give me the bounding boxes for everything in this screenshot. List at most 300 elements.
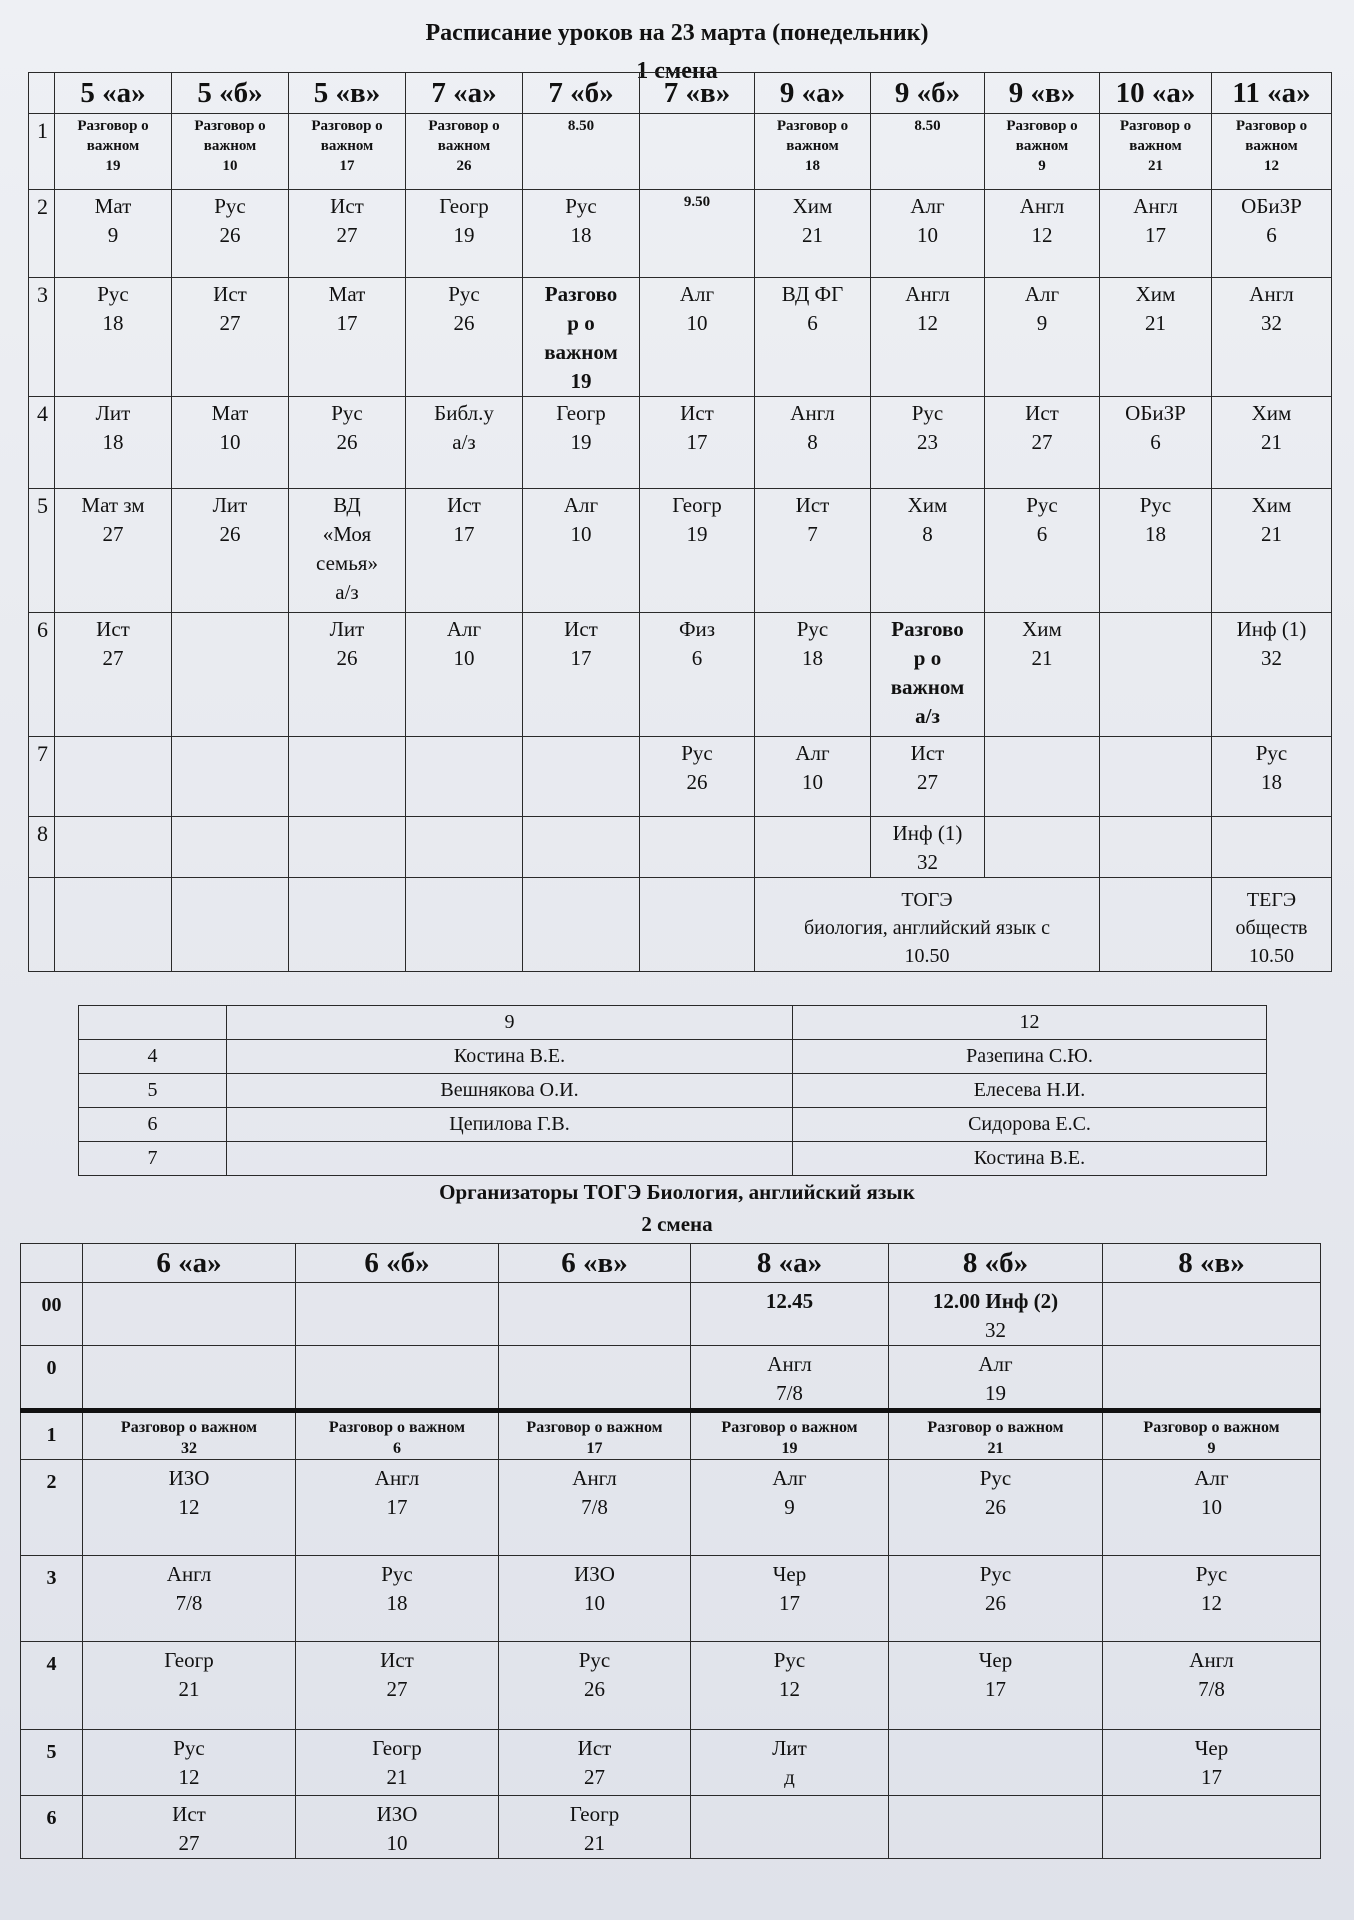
lesson-cell bbox=[640, 489, 755, 613]
room: 17 bbox=[1201, 1765, 1222, 1789]
subject: ИЗО bbox=[574, 1562, 615, 1586]
lesson-cell bbox=[172, 489, 289, 613]
blank-cell bbox=[1100, 878, 1212, 972]
exam-note bbox=[1212, 878, 1332, 972]
lesson-cell bbox=[871, 190, 985, 278]
subject: Разговор о важном bbox=[77, 118, 149, 154]
organizers-header-cell: 12 bbox=[793, 1006, 1267, 1040]
lesson-cell bbox=[871, 737, 985, 817]
lesson-cell bbox=[985, 817, 1100, 878]
lesson-cell bbox=[83, 1346, 296, 1411]
room: 18 bbox=[1145, 522, 1166, 546]
subject: Инф (1) bbox=[1236, 617, 1307, 641]
room: 18 bbox=[570, 223, 592, 247]
lesson-cell bbox=[640, 817, 755, 878]
room: 9 bbox=[1207, 1440, 1216, 1457]
organizer-name: Разепина С.Ю. bbox=[793, 1040, 1267, 1074]
subject: Англ bbox=[166, 1562, 212, 1586]
lesson-cell bbox=[523, 114, 640, 190]
corner-cell bbox=[29, 73, 55, 114]
lesson-cell bbox=[889, 1283, 1103, 1346]
room: 27 bbox=[386, 1677, 408, 1701]
subject: Ист bbox=[447, 493, 481, 517]
shift1-table bbox=[28, 72, 1332, 972]
class-header: 9 «а» bbox=[755, 73, 871, 114]
room: 26 bbox=[336, 430, 358, 454]
lesson-cell bbox=[1212, 817, 1332, 878]
lesson-cell bbox=[499, 1283, 691, 1346]
room: 10 bbox=[222, 158, 238, 174]
subject: Разговор о важном bbox=[1143, 1419, 1280, 1436]
class-header: 5 «а» bbox=[55, 73, 172, 114]
lesson-cell bbox=[640, 737, 755, 817]
lesson-cell bbox=[55, 278, 172, 397]
lesson-cell bbox=[289, 397, 406, 489]
subject: ОБиЗР bbox=[1241, 194, 1302, 218]
lesson-cell bbox=[172, 613, 289, 737]
lesson-cell bbox=[985, 190, 1100, 278]
blank-cell bbox=[55, 878, 172, 972]
lesson-cell bbox=[55, 737, 172, 817]
subject: Разговор о важном bbox=[1235, 118, 1308, 154]
subject: 12.45 bbox=[765, 1289, 814, 1313]
lesson-cell bbox=[499, 1796, 691, 1859]
subject: Рус bbox=[979, 1466, 1012, 1490]
subject: Разговор о важном bbox=[1006, 118, 1078, 154]
class-header: 5 «б» bbox=[172, 73, 289, 114]
subject: Алг bbox=[1024, 282, 1060, 306]
room: 18 bbox=[1261, 770, 1282, 794]
room: а/з bbox=[335, 580, 359, 604]
lesson-row bbox=[21, 1556, 1321, 1642]
blank-cell bbox=[406, 878, 523, 972]
subject: ОБиЗР bbox=[1125, 401, 1186, 425]
subject: Алг bbox=[795, 741, 830, 765]
lesson-row bbox=[21, 1730, 1321, 1796]
room: 21 bbox=[584, 1831, 605, 1855]
lesson-cell bbox=[1100, 817, 1212, 878]
subject: Инф (1) bbox=[892, 821, 963, 845]
room: 17 bbox=[386, 1495, 408, 1519]
room: 18 bbox=[102, 430, 124, 454]
lesson-cell bbox=[83, 1730, 296, 1796]
lesson-cell bbox=[406, 278, 523, 397]
subject: Геогр bbox=[672, 493, 722, 517]
subject: Алг bbox=[563, 493, 599, 517]
subject: Алг bbox=[1194, 1466, 1229, 1490]
subject: Мат bbox=[211, 401, 249, 425]
lesson-cell bbox=[296, 1460, 499, 1556]
lesson-cell bbox=[406, 613, 523, 737]
room: 6 bbox=[1150, 430, 1161, 454]
subject: Чер bbox=[978, 1648, 1013, 1672]
organizers-table bbox=[78, 1005, 1267, 1176]
subject: Геогр bbox=[372, 1736, 422, 1760]
subject: Разгово bbox=[544, 282, 618, 306]
class-header: 10 «а» bbox=[1100, 73, 1212, 114]
subject: 9.50 bbox=[683, 194, 711, 210]
subject: Ист bbox=[96, 617, 130, 641]
room: 18 bbox=[805, 158, 820, 174]
lesson-cell bbox=[172, 114, 289, 190]
subject: ВД ФГ bbox=[781, 282, 844, 306]
lesson-cell bbox=[755, 397, 871, 489]
class-header: 7 «а» bbox=[406, 73, 523, 114]
subject: Чер bbox=[772, 1562, 807, 1586]
corner-cell bbox=[21, 1244, 83, 1283]
subject: Рус bbox=[565, 194, 597, 218]
lesson-cell bbox=[1212, 278, 1332, 397]
shift2-label: 2 смена bbox=[641, 1212, 713, 1236]
page-title: Расписание уроков на 23 марта (понедельник) bbox=[425, 20, 929, 46]
room: 26 bbox=[336, 646, 358, 670]
room: 21 bbox=[1261, 430, 1282, 454]
room: 26 bbox=[985, 1495, 1006, 1519]
subject: Рус bbox=[1026, 493, 1058, 517]
lesson-cell bbox=[499, 1556, 691, 1642]
room: 10 bbox=[802, 770, 823, 794]
organizer-name: Костина В.Е. bbox=[227, 1040, 793, 1074]
subject: Англ bbox=[1019, 194, 1065, 218]
room: 26 bbox=[584, 1677, 605, 1701]
class-header: 6 «а» bbox=[83, 1244, 296, 1283]
room: 26 bbox=[219, 223, 241, 247]
lesson-cell bbox=[1103, 1556, 1321, 1642]
room: 32 bbox=[917, 850, 938, 874]
subject: Чер bbox=[1194, 1736, 1229, 1760]
room: «Моя bbox=[322, 522, 372, 546]
lesson-cell bbox=[499, 1346, 691, 1411]
lesson-cell bbox=[1212, 613, 1332, 737]
subject: Англ bbox=[790, 401, 835, 425]
class-header: 9 «б» bbox=[871, 73, 985, 114]
lesson-row bbox=[29, 737, 1332, 817]
subject: Рус bbox=[796, 617, 829, 641]
subject: Ист bbox=[172, 1802, 206, 1826]
lesson-cell bbox=[289, 613, 406, 737]
room: а/з bbox=[452, 430, 476, 454]
lesson-cell bbox=[889, 1796, 1103, 1859]
room-number: 5 bbox=[79, 1074, 227, 1108]
lesson-cell bbox=[55, 190, 172, 278]
room: 9 bbox=[107, 223, 119, 247]
lesson-cell bbox=[755, 190, 871, 278]
lesson-cell bbox=[1100, 613, 1212, 737]
organizer-name: Елесева Н.И. bbox=[793, 1074, 1267, 1108]
room: 10 bbox=[386, 1831, 408, 1855]
lesson-cell bbox=[871, 397, 985, 489]
subject: Хим bbox=[1135, 282, 1176, 306]
room: 27 bbox=[336, 223, 358, 247]
subject: Рус bbox=[448, 282, 480, 306]
lesson-number: 00 bbox=[21, 1283, 83, 1346]
lesson-cell bbox=[499, 1460, 691, 1556]
subject: Ист bbox=[330, 194, 364, 218]
subject: Рус bbox=[214, 194, 246, 218]
lesson-cell bbox=[755, 114, 871, 190]
room: 27 bbox=[917, 770, 938, 794]
class-header: 5 «в» bbox=[289, 73, 406, 114]
room: 7/8 bbox=[175, 1591, 203, 1615]
lesson-cell bbox=[1212, 489, 1332, 613]
subject: 8.50 bbox=[567, 118, 595, 134]
subject: Ист bbox=[1025, 401, 1059, 425]
class-header: 8 «в» bbox=[1103, 1244, 1321, 1283]
room-number: 6 bbox=[79, 1108, 227, 1142]
lesson-row bbox=[21, 1411, 1321, 1460]
lesson-cell bbox=[55, 114, 172, 190]
organizer-name: Цепилова Г.В. bbox=[227, 1108, 793, 1142]
lesson-cell bbox=[406, 489, 523, 613]
subject: Мат bbox=[94, 194, 132, 218]
subject: Рус bbox=[1139, 493, 1172, 517]
room: важном bbox=[890, 675, 965, 699]
subject: 12.00 Инф (2) bbox=[932, 1289, 1059, 1313]
lesson-row bbox=[29, 190, 1332, 278]
subject: Разговор о важном bbox=[120, 1419, 258, 1436]
subject: Рус bbox=[173, 1736, 205, 1760]
subject: Геогр bbox=[569, 1802, 620, 1826]
lesson-number: 4 bbox=[29, 397, 55, 489]
lesson-cell bbox=[691, 1556, 889, 1642]
subject: Алг bbox=[772, 1466, 807, 1490]
organizer-name: Сидорова Е.С. bbox=[793, 1108, 1267, 1142]
shift1-label: 1 смена bbox=[636, 58, 718, 84]
lesson-cell bbox=[406, 114, 523, 190]
room: 21 bbox=[1031, 646, 1053, 670]
class-header: 6 «б» bbox=[296, 1244, 499, 1283]
subject: Хим bbox=[1251, 493, 1292, 517]
lesson-row bbox=[21, 1283, 1321, 1346]
room: 18 bbox=[802, 646, 823, 670]
lesson-cell bbox=[406, 190, 523, 278]
subject: Ист bbox=[910, 741, 945, 765]
subject: Геогр bbox=[556, 401, 606, 425]
subject: Хим bbox=[1022, 617, 1062, 641]
room: 26 bbox=[686, 770, 708, 794]
subject: Физ bbox=[678, 617, 716, 641]
room: 12 bbox=[917, 311, 938, 335]
lesson-cell bbox=[985, 489, 1100, 613]
lesson-cell bbox=[985, 278, 1100, 397]
room: 8 bbox=[922, 522, 933, 546]
lesson-cell bbox=[55, 817, 172, 878]
lesson-cell bbox=[172, 817, 289, 878]
subject: Англ bbox=[905, 282, 950, 306]
room: 27 bbox=[1031, 430, 1053, 454]
lesson-number: 0 bbox=[21, 1346, 83, 1411]
class-header: 9 «в» bbox=[985, 73, 1100, 114]
lesson-cell bbox=[691, 1642, 889, 1730]
room: 12 bbox=[178, 1765, 200, 1789]
room: 12 bbox=[178, 1495, 200, 1519]
room: 19 bbox=[781, 1440, 798, 1457]
lesson-cell bbox=[83, 1411, 296, 1460]
subject: 8.50 bbox=[914, 118, 941, 134]
room: 21 bbox=[1148, 158, 1163, 174]
lesson-cell bbox=[691, 1346, 889, 1411]
subject: Разговор о важном bbox=[428, 118, 500, 154]
lesson-number: 3 bbox=[29, 278, 55, 397]
lesson-cell bbox=[640, 278, 755, 397]
room: 12 bbox=[1201, 1591, 1222, 1615]
room: 18 bbox=[102, 311, 124, 335]
subject: Англ bbox=[572, 1466, 617, 1490]
class-header: 6 «в» bbox=[499, 1244, 691, 1283]
room: р о bbox=[567, 311, 595, 335]
lesson-cell bbox=[691, 1730, 889, 1796]
room: 27 bbox=[584, 1765, 605, 1789]
shift2-table bbox=[20, 1243, 1321, 1859]
room: 8 bbox=[807, 430, 818, 454]
lesson-cell bbox=[55, 397, 172, 489]
room: 10 bbox=[453, 646, 475, 670]
subject: Разговор о важном bbox=[721, 1419, 858, 1436]
subject: Разговор о важном bbox=[776, 118, 849, 154]
blank-cell bbox=[29, 878, 55, 972]
room-number: 4 bbox=[79, 1040, 227, 1074]
room: 12 bbox=[1031, 223, 1053, 247]
room: 6 bbox=[691, 646, 703, 670]
subject: Англ bbox=[767, 1352, 812, 1376]
organizer-name: Вешнякова О.И. bbox=[227, 1074, 793, 1108]
room: р о bbox=[913, 646, 942, 670]
subject: Англ bbox=[1249, 282, 1294, 306]
subject: Рус bbox=[773, 1648, 806, 1672]
room: 26 bbox=[453, 311, 475, 335]
subject: Ист bbox=[213, 282, 247, 306]
exam-note bbox=[755, 878, 1100, 972]
lesson-cell bbox=[1212, 737, 1332, 817]
room: 17 bbox=[570, 646, 592, 670]
lesson-cell bbox=[1100, 489, 1212, 613]
subject: Геогр bbox=[439, 194, 489, 218]
subject: Ист bbox=[795, 493, 830, 517]
room: 26 bbox=[219, 522, 241, 546]
lesson-cell bbox=[1100, 278, 1212, 397]
class-header: 8 «б» bbox=[889, 1244, 1103, 1283]
subject: Разгово bbox=[891, 617, 964, 641]
lesson-row bbox=[21, 1796, 1321, 1859]
lesson-number: 7 bbox=[29, 737, 55, 817]
lesson-number: 1 bbox=[21, 1411, 83, 1460]
lesson-cell bbox=[889, 1346, 1103, 1411]
lesson-cell bbox=[1100, 397, 1212, 489]
subject: Англ bbox=[374, 1466, 420, 1490]
lesson-cell bbox=[691, 1796, 889, 1859]
subject: Алг bbox=[978, 1352, 1013, 1376]
exam-text: 10.50 bbox=[1249, 945, 1294, 967]
subject: Разговор о важном bbox=[328, 1419, 466, 1436]
lesson-cell bbox=[755, 278, 871, 397]
lesson-cell bbox=[296, 1642, 499, 1730]
subject: Разговор о важном bbox=[194, 118, 266, 154]
subject: Лит bbox=[329, 617, 365, 641]
room: 21 bbox=[1145, 311, 1166, 335]
lesson-number: 8 bbox=[29, 817, 55, 878]
lesson-cell bbox=[499, 1642, 691, 1730]
room: 32 bbox=[181, 1440, 197, 1457]
lesson-cell bbox=[889, 1730, 1103, 1796]
room: 17 bbox=[586, 1440, 603, 1457]
room: 6 bbox=[1266, 223, 1277, 247]
organizers-header-row bbox=[79, 1006, 1267, 1040]
lesson-number: 6 bbox=[21, 1796, 83, 1859]
lesson-cell bbox=[499, 1730, 691, 1796]
subject: ИЗО bbox=[376, 1802, 418, 1826]
room: 17 bbox=[1145, 223, 1166, 247]
lesson-cell bbox=[985, 737, 1100, 817]
lesson-cell bbox=[1212, 397, 1332, 489]
lesson-cell bbox=[871, 613, 985, 737]
lesson-cell bbox=[55, 489, 172, 613]
room: 19 bbox=[570, 369, 592, 393]
lesson-cell bbox=[406, 737, 523, 817]
organizers-caption: Организаторы ТОГЭ Биология, английский язык bbox=[439, 1180, 915, 1204]
lesson-cell bbox=[755, 737, 871, 817]
exam-text: ТЕГЭ bbox=[1246, 889, 1297, 911]
lesson-cell bbox=[1100, 190, 1212, 278]
subject: Алг bbox=[679, 282, 715, 306]
blank-cell bbox=[640, 878, 755, 972]
lesson-number: 5 bbox=[29, 489, 55, 613]
lesson-cell bbox=[523, 190, 640, 278]
lesson-cell bbox=[871, 489, 985, 613]
lesson-cell bbox=[871, 278, 985, 397]
blank-cell bbox=[172, 878, 289, 972]
class-header: 7 «б» bbox=[523, 73, 640, 114]
room: 27 bbox=[178, 1831, 200, 1855]
room: 10 bbox=[219, 430, 241, 454]
lesson-cell bbox=[640, 397, 755, 489]
room: 10 bbox=[584, 1591, 605, 1615]
subject: Разговор о важном bbox=[311, 118, 383, 154]
subject: Рус bbox=[979, 1562, 1012, 1586]
organizers-row bbox=[79, 1108, 1267, 1142]
lesson-cell bbox=[755, 489, 871, 613]
lesson-row bbox=[21, 1346, 1321, 1411]
organizers-header-cell: 9 bbox=[227, 1006, 793, 1040]
lesson-cell bbox=[172, 397, 289, 489]
lesson-cell bbox=[55, 613, 172, 737]
lesson-cell bbox=[83, 1460, 296, 1556]
subject: Ист bbox=[680, 401, 714, 425]
subject: Алг bbox=[910, 194, 945, 218]
lesson-cell bbox=[172, 278, 289, 397]
exam-text: ТОГЭ bbox=[901, 889, 953, 911]
lesson-cell bbox=[691, 1460, 889, 1556]
room: семья» bbox=[316, 551, 378, 575]
room: 17 bbox=[339, 158, 355, 174]
lesson-number: 1 bbox=[29, 114, 55, 190]
lesson-cell bbox=[985, 114, 1100, 190]
lesson-row bbox=[29, 278, 1332, 397]
room: 32 bbox=[985, 1318, 1006, 1342]
lesson-cell bbox=[289, 817, 406, 878]
lesson-cell bbox=[289, 489, 406, 613]
lesson-row bbox=[21, 1460, 1321, 1556]
lesson-cell bbox=[1100, 737, 1212, 817]
lesson-cell bbox=[640, 613, 755, 737]
lesson-cell bbox=[691, 1283, 889, 1346]
blank-cell bbox=[289, 878, 406, 972]
lesson-row bbox=[21, 1642, 1321, 1730]
room: 9 bbox=[1038, 158, 1046, 174]
room: 17 bbox=[336, 311, 358, 335]
room: 19 bbox=[453, 223, 475, 247]
subject: Рус bbox=[681, 741, 713, 765]
subject: Ист bbox=[380, 1648, 414, 1672]
